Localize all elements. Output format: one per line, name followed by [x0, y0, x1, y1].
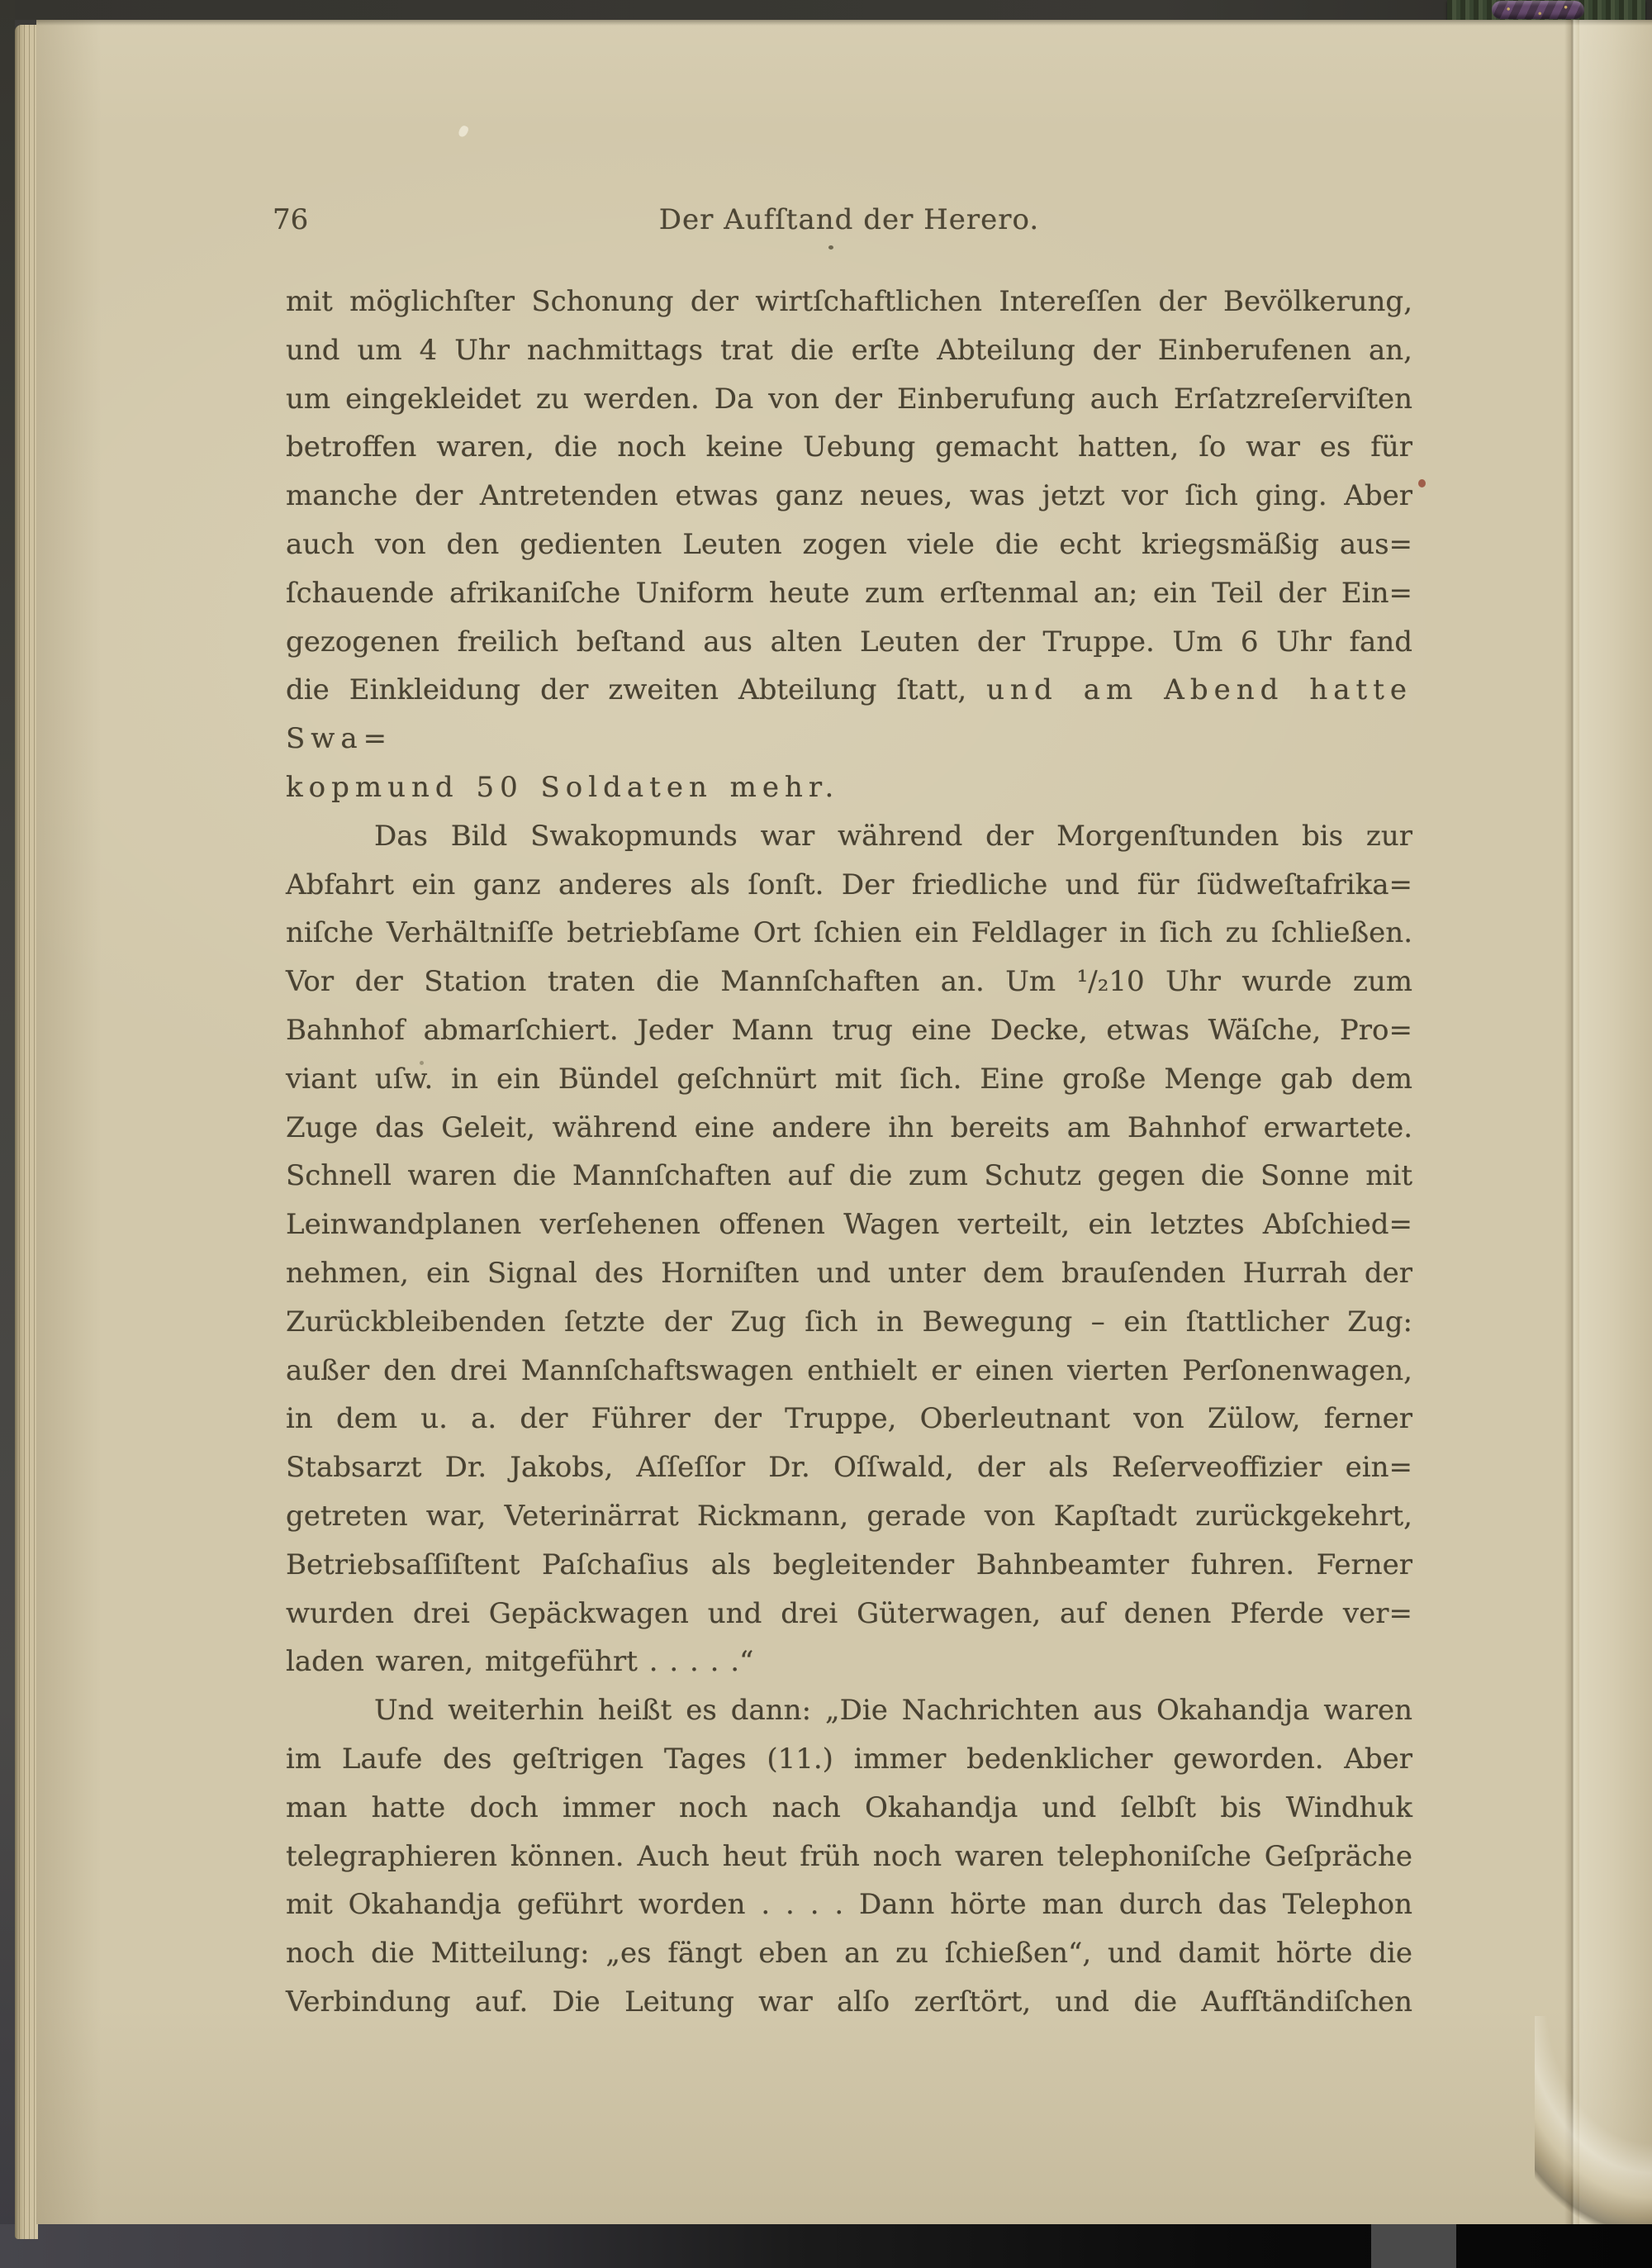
text-line: man hatte doch immer noch nach Okahandja und ſelbſt bis Windhuk [286, 1790, 1412, 1824]
text-line: betroffen waren, die noch keine Uebung gemacht hatten, ſo war es für [286, 430, 1412, 464]
text-line: noch die Mitteilung: „es fängt eben an zu ſchießen“, und damit hörte die [286, 1937, 1412, 1971]
text-line: Leinwandplanen verſehenen offenen Wagen verteilt, ein letztes Abſchied= [286, 1208, 1412, 1242]
curled-corner [1535, 2016, 1652, 2224]
text-line: und um 4 Uhr nachmittags trat die erſte Abteilung der Einberufenen an, [286, 333, 1412, 367]
gutter-crease [1564, 20, 1579, 2224]
page-top-shadow [36, 20, 1652, 26]
text-line: niſche Verhältniſſe betriebſame Ort ſchien ein Feldlager in ſich zu ſchließen. [286, 916, 1412, 950]
gutter-page-area [1579, 20, 1652, 2224]
emphasized-spaced-text: und am Abend hatte Swa= [286, 673, 1412, 756]
text-line: Schnell waren die Mannſchaften auf die zum Schutz gegen die Sonne mit [286, 1159, 1412, 1193]
text-line: mit Okahandja geführt worden . . . . Dann hörte man durch das Telephon [286, 1888, 1412, 1922]
text-line: im Laufe des geſtrigen Tages (11.) immer bedenklicher geworden. Aber [286, 1742, 1412, 1776]
text-line: wurden drei Gepäckwagen und drei Güterwagen, auf denen Pferde ver= [286, 1596, 1412, 1630]
text-line: um eingekleidet zu werden. Da von der Einberufung auch Erſatzreſerviſten [286, 382, 1412, 416]
emphasized-spaced-text: kopmund 50 Soldaten mehr. [286, 770, 840, 804]
text-line: nehmen, ein Signal des Horniſten und unter dem brauſenden Hurrah der [286, 1256, 1412, 1290]
text-line [286, 763, 1412, 812]
ink-speck [828, 245, 833, 250]
text-line: gezogenen freilich beſtand aus alten Leuten der Truppe. Um 6 Uhr fand [286, 625, 1412, 659]
text-line: außer den drei Mannſchaftswagen enthielt er einen vierten Perſonenwagen, [286, 1353, 1412, 1387]
text-line: Betriebsaſſiſtent Paſchaſius als begleitender Bahnbeamter fuhren. Ferner [286, 1548, 1412, 1581]
text-line: ſchauende afrikaniſche Uniform heute zum erſtenmal an; ein Teil der Ein= [286, 576, 1412, 610]
text-line: Verbindung auf. Die Leitung war alſo zerſtört, und die Aufſtändiſchen [286, 1985, 1412, 2018]
red-ink-speck [1418, 479, 1426, 487]
page-edge-stack [15, 25, 38, 2239]
text-line: getreten war, Veterinärrat Rickmann, gerade von Kapſtadt zurückgekehrt, [286, 1499, 1412, 1533]
page-number: 76 [273, 203, 309, 236]
text-line: Stabsarzt Dr. Jakobs, Aſſeſſor Dr. Oſſwald, der als Reſerveoffizier ein= [286, 1451, 1412, 1485]
text-line-paragraph-start: Das Bild Swakopmunds war während der Morgenſtunden bis zur [374, 819, 1412, 853]
text-line: Vor der Station traten die Mannſchaften an. Um ¹/₂10 Uhr wurde zum [286, 965, 1412, 999]
running-title: Der Aufſtand der Herero. [658, 203, 1040, 236]
body-text [286, 278, 1412, 2027]
text-line: Abfahrt ein ganz anderes als ſonſt. Der friedliche und für ſüdweſtafrika= [286, 868, 1412, 901]
scan-background-left [0, 0, 15, 2268]
text-line: in dem u. a. der Führer der Truppe, Oberleutnant von Zülow, ferner [286, 1402, 1412, 1436]
headband-cord [1492, 1, 1584, 19]
text-line: Zurückbleibenden ſetzte der Zug ſich in Bewegung – ein ſtattlicher Zug: [286, 1305, 1412, 1338]
text-line-paragraph-start: Und weiterhin heißt es dann: „Die Nachrichten aus Okahandja waren [374, 1694, 1412, 1728]
scan-background-top [0, 0, 1652, 20]
scan-background-bottom-block [1371, 2224, 1456, 2268]
text-line: viant uſw. in ein Bündel geſchnürt mit ſich. Eine große Menge gab dem [286, 1062, 1412, 1096]
text-line: Zuge das Geleit, während eine andere ihn bereits am Bahnhof erwartete. [286, 1110, 1412, 1144]
text-line: telegraphieren können. Auch heut früh noch waren telephoniſche Geſpräche [286, 1839, 1412, 1873]
text-line: die Einkleidung der zweiten Abteilung ſtatt, und am Abend hatte Swa= [286, 673, 1412, 756]
text-line-paragraph-end: laden waren, mitgeführt . . . . .“ [286, 1645, 754, 1679]
text-line: auch von den gedienten Leuten zogen viele die echt kriegsmäßig aus= [286, 527, 1412, 561]
text-line: manche der Antretenden etwas ganz neues, was jetzt vor ſich ging. Aber [286, 479, 1412, 513]
text-line: mit möglichſter Schonung der wirtſchaftlichen Intereſſen der Bevölkerung, [286, 285, 1412, 318]
text-line: Bahnhof abmarſchiert. Jeder Mann trug eine Decke, etwas Wäſche, Pro= [286, 1013, 1412, 1047]
